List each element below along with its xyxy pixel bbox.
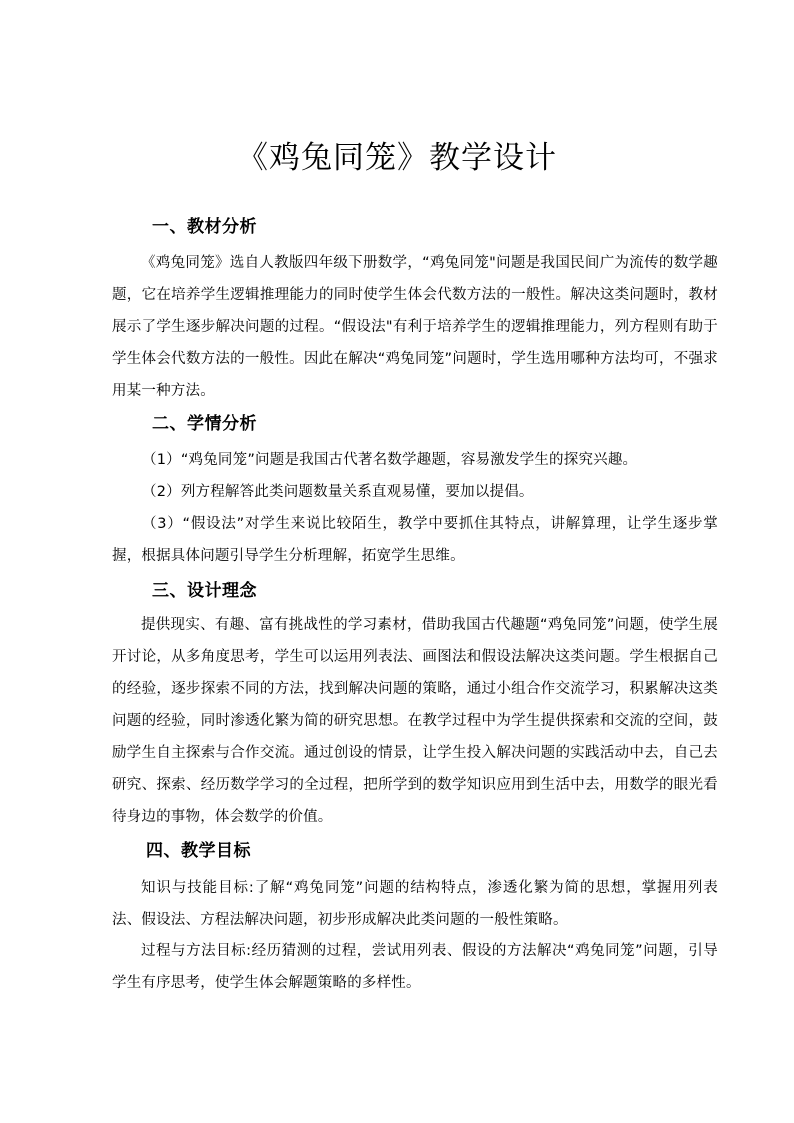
student-analysis-item-2: （2）列方程解答此类问题数量关系直观易懂，要加以提倡。: [142, 484, 534, 500]
student-analysis-item-3: （3）“假设法”对学生来说比较陌生，教学中要抓住其特点，讲解算理，让学生逐步掌握，根据具体问题引导学生分析理解，拓宽学生思维。: [112, 516, 718, 564]
objective-label: 知识与技能目标:: [141, 880, 255, 896]
section-heading-textbook-analysis: 一、教材分析: [152, 217, 257, 237]
objective-label: 过程与方法目标:: [141, 943, 252, 959]
student-analysis-item-1: （1）“鸡兔同笼”问题是我国古代著名数学趣题，容易激发学生的探究兴趣。: [142, 452, 638, 468]
section-heading-student-analysis: 二、学情分析: [152, 414, 257, 434]
section-heading-design-concept: 三、设计理念: [152, 581, 257, 601]
design-concept-paragraph: 提供现实、有趣、富有挑战性的学习素材，借助我国古代趣题“鸡兔同笼”问题，使学生展开讨论，从多角度思考，学生可以运用列表法、画图法和假设法解决这类问题。学生根据自己的经验，逐步探索不同的方法，找到解决问题的策略，通过小组合作交流学习，积累解决这类问题的经验，同时渗透化繁为简的研究思想。在教学过程中为学生提供探索和交流的空间，鼓励学生自主探索与合作交流。通过创设的情景，让学生投入解决问题的实践活动中去，自己去研究、探索、经历数学学习的全过程，把所学到的数学知识应用到生活中去，用数学的眼光看待身边的事物，体会数学的价值。: [112, 617, 718, 825]
teaching-objective-knowledge-skills: [112, 872, 718, 936]
objective-text: 经历猜测的过程，尝试用列表、假设的方法解决“鸡兔同笼”问题，引导学生有序思考，使学生体会解题策略的多样性。: [112, 943, 718, 991]
teaching-objective-process-method: [112, 935, 718, 999]
objective-text: 了解“鸡兔同笼”问题的结构特点，渗透化繁为简的思想，掌握用列表法、假设法、方程法解决问题，初步形成解决此类问题的一般性策略。: [112, 880, 718, 928]
section-heading-teaching-objectives: 四、教学目标: [146, 841, 251, 861]
textbook-analysis-paragraph: 《鸡兔同笼》选自人教版四年级下册数学，“鸡兔同笼"问题是我国民间广为流传的数学趣题，它在培养学生逻辑推理能力的同时使学生体会代数方法的一般性。解决这类问题时，教材展示了学生逐步解决问题的过程。“假设法"有利于培养学生的逻辑推理能力，列方程则有助于学生体会代数方法的一般性。因此在解决“鸡兔同笼”问题时，学生选用哪种方法均可，不强求用某一种方法。: [112, 255, 718, 399]
document-title: 《鸡兔同笼》教学设计: [237, 140, 557, 176]
